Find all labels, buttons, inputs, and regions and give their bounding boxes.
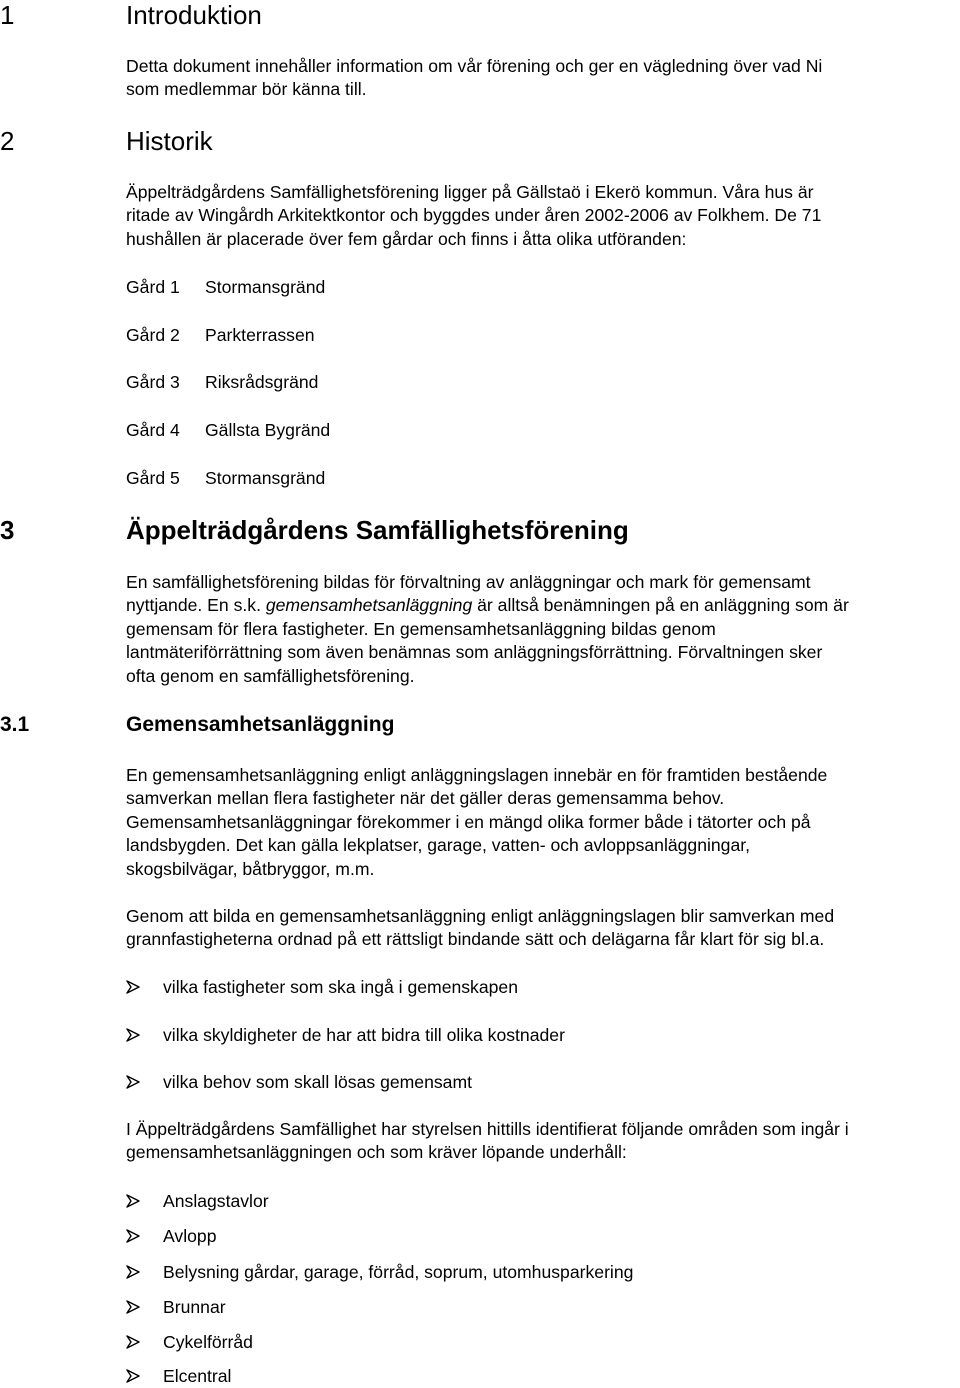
arrowhead-bullet-icon bbox=[126, 1335, 140, 1349]
gard-label: Gård 5 bbox=[126, 468, 180, 488]
text-line: gemensamhetsanläggningen och som kräver löpande underhåll: bbox=[126, 1142, 627, 1163]
text-line: ritade av Wingårdh Arkitektkontor och byggdes under åren 2002-2006 av Folkhem. De 71 bbox=[126, 205, 822, 226]
text-line: Gemensamhetsanläggningar förekommer i en mängd olika former både i tätorter och på bbox=[126, 811, 811, 832]
text-line: En gemensamhetsanläggning enligt anläggningslagen innebär en för framtiden bestående bbox=[126, 765, 828, 785]
list-item-text: Elcentral bbox=[163, 1366, 232, 1386]
text-line: hushållen är placerade över fem gårdar och finns i åtta olika utföranden: bbox=[126, 228, 687, 249]
gard-name: Stormansgränd bbox=[205, 468, 326, 488]
historik-paragraph bbox=[126, 181, 956, 251]
text-line: gemensam för flera fastigheter. En gemensamhetsanläggning bildas genom bbox=[126, 618, 716, 639]
arrowhead-bullet-icon bbox=[126, 1028, 140, 1042]
list-item-text: Anslagstavlor bbox=[163, 1191, 269, 1211]
arrowhead-bullet-icon bbox=[126, 1300, 140, 1314]
gard-name: Gällsta Bygränd bbox=[205, 420, 331, 440]
text-fragment: nyttjande. En s.k. bbox=[126, 595, 266, 616]
section-title: Introduktion bbox=[126, 0, 262, 30]
list-item bbox=[0, 1023, 960, 1047]
list-item-text: vilka behov som skall lösas gemensamt bbox=[163, 1072, 472, 1092]
gemensamhet-paragraph-3 bbox=[126, 1118, 956, 1165]
list-item bbox=[0, 1364, 960, 1388]
list-item bbox=[0, 1224, 960, 1248]
list-item-text: vilka skyldigheter de har att bidra till olika kostnader bbox=[163, 1025, 565, 1045]
section-title: Historik bbox=[126, 126, 213, 156]
text-line: Genom att bilda en gemensamhetsanläggning enligt anläggningslagen blir samverkan med bbox=[126, 906, 835, 926]
text-line: I Äppelträdgårdens Samfällighet har styrelsen hittills identifierat följande områden som ingår i bbox=[126, 1119, 849, 1139]
list-item bbox=[0, 1189, 960, 1213]
list-item bbox=[0, 1260, 960, 1284]
arrowhead-bullet-icon bbox=[126, 1265, 140, 1279]
text-line: samverkan mellan flera fastigheter när det gäller deras gemensamma behov. bbox=[126, 788, 725, 809]
list-item-text: Belysning gårdar, garage, förråd, soprum, utomhusparkering bbox=[163, 1262, 634, 1282]
samfallighet-paragraph bbox=[126, 571, 956, 688]
arrowhead-bullet-icon bbox=[126, 1194, 140, 1208]
gard-label: Gård 1 bbox=[126, 277, 180, 297]
text-fragment: är alltså benämningen på en anläggning som är bbox=[472, 595, 849, 616]
section-number: 2 bbox=[0, 126, 15, 156]
gemensamhet-paragraph-1 bbox=[126, 764, 956, 881]
list-item bbox=[0, 975, 960, 999]
arrowhead-bullet-icon bbox=[126, 1369, 140, 1383]
intro-paragraph bbox=[126, 55, 956, 102]
gard-label: Gård 4 bbox=[126, 420, 180, 440]
list-item bbox=[0, 1330, 960, 1354]
text-line: lantmäteriförrättning som även benämnas som anläggningsförrättning. Förvaltningen sker bbox=[126, 642, 823, 663]
list-item-text: Brunnar bbox=[163, 1297, 226, 1317]
section-number: 3.1 bbox=[0, 713, 30, 736]
gard-name: Parkterrassen bbox=[205, 325, 315, 345]
gard-label: Gård 3 bbox=[126, 372, 180, 392]
arrowhead-bullet-icon bbox=[126, 1229, 140, 1243]
section-title: Äppelträdgårdens Samfällighetsförening bbox=[126, 515, 629, 545]
text-line: landsbygden. Det kan gälla lekplatser, garage, vatten- och avloppsanläggningar, bbox=[126, 835, 751, 856]
text-line: grannfastigheterna ordnad på ett rättsligt bindande sätt och delägarna får klart för sig bl.a. bbox=[126, 929, 825, 950]
section-title: Gemensamhetsanläggning bbox=[126, 713, 395, 736]
list-item-text: vilka fastigheter som ska ingå i gemenskapen bbox=[163, 977, 518, 997]
list-item-text: Cykelförråd bbox=[163, 1332, 253, 1352]
list-item bbox=[0, 1295, 960, 1319]
text-line: Detta dokument innehåller information om vår förening och ger en vägledning över vad Ni bbox=[126, 56, 823, 76]
arrowhead-bullet-icon bbox=[126, 980, 140, 994]
gard-label: Gård 2 bbox=[126, 325, 180, 345]
section-number: 1 bbox=[0, 0, 15, 30]
gard-name: Stormansgränd bbox=[205, 277, 326, 297]
text-line: Äppelträdgårdens Samfällighetsförening ligger på Gällstaö i Ekerö kommun. Våra hus är bbox=[126, 182, 814, 202]
gard-name: Riksrådsgränd bbox=[205, 372, 319, 392]
text-line: En samfällighetsförening bildas för förvaltning av anläggningar och mark för gemensamt bbox=[126, 572, 811, 592]
text-line: skogsbilvägar, båtbryggor, m.m. bbox=[126, 858, 375, 879]
emphasized-term: gemensamhetsanläggning bbox=[265, 595, 473, 616]
list-item bbox=[0, 1070, 960, 1094]
section-number: 3 bbox=[0, 515, 15, 545]
list-item-text: Avlopp bbox=[163, 1226, 217, 1246]
text-line: ofta genom en samfällighetsförening. bbox=[126, 665, 415, 686]
text-line: som medlemmar bör känna till. bbox=[126, 79, 367, 100]
gemensamhet-paragraph-2 bbox=[126, 905, 956, 952]
arrowhead-bullet-icon bbox=[126, 1075, 140, 1089]
text-line bbox=[126, 594, 956, 617]
